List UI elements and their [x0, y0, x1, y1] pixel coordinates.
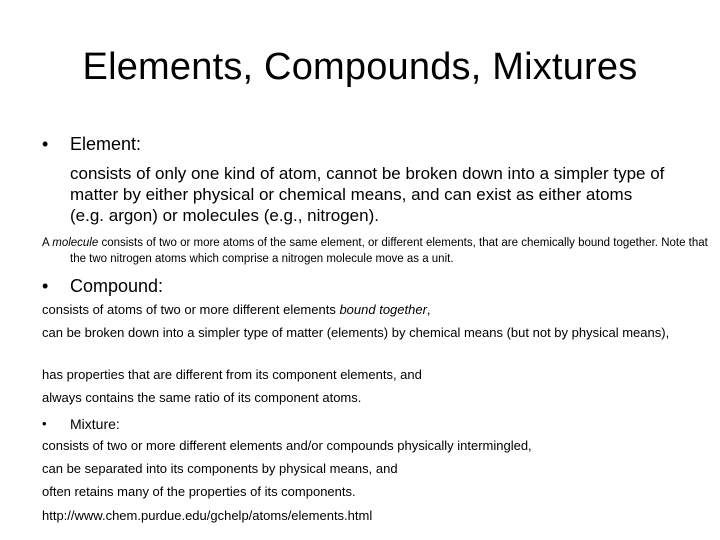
mixture-line-1: consists of two or more different elements and/or compounds physically intermingled, [42, 438, 532, 453]
compound-bullet-row [42, 274, 163, 298]
mixture-heading: Mixture: [70, 416, 120, 432]
molecule-note-text: consists of two or more atoms of the same element, or different elements, that are chemically bound together. Note that the two nitrogen atoms which comprise a nitrogen molecule move as a unit. [70, 237, 708, 265]
molecule-note [42, 235, 720, 267]
bullet-icon: • [42, 416, 47, 431]
compound-line-3: has properties that are different from its component elements, and [42, 367, 422, 382]
compound-line-4: always contains the same ratio of its component atoms. [42, 390, 362, 405]
slide-title: Elements, Compounds, Mixtures [82, 46, 638, 88]
element-heading: Element: [70, 134, 142, 154]
source-link[interactable]: http://www.chem.purdue.edu/gchelp/atoms/elements.html [42, 508, 373, 523]
mixture-bullet-row [42, 414, 120, 434]
element-definition: consists of only one kind of atom, cannot be broken down into a simpler type of matter by either physical or chemical means, and can exist as either atoms (e.g. argon) or molecules (e.g., nitrogen). [70, 164, 665, 225]
bullet-icon: • [42, 134, 49, 154]
compound-line-1-emphasis: bound together [339, 302, 427, 317]
mixture-line-3: often retains many of the properties of its components. [42, 484, 356, 499]
compound-line-2: can be broken down into a simpler type of matter (elements) by chemical means (but not by physical means), [42, 325, 670, 340]
compound-heading: Compound: [70, 276, 164, 296]
molecule-term: molecule [52, 237, 99, 249]
compound-line-1-suffix: , [426, 302, 431, 317]
bullet-icon: • [42, 276, 49, 296]
mixture-line-2: can be separated into its components by physical means, and [42, 461, 398, 476]
molecule-note-prefix: A [42, 237, 53, 249]
compound-line-1 [42, 302, 431, 318]
compound-line-1-text: consists of atoms of two or more different elements [42, 302, 340, 317]
element-bullet-row [42, 132, 141, 156]
